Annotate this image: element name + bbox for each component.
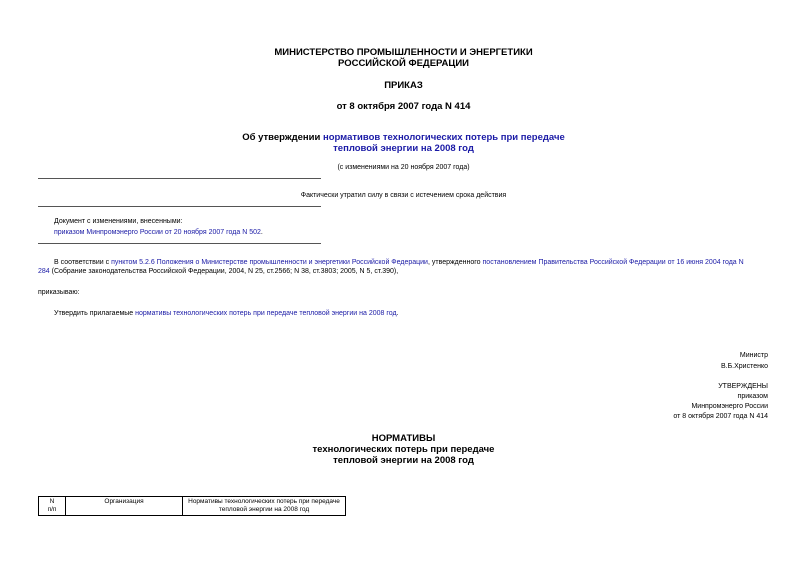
signature-position: Министр: [739, 352, 768, 359]
changes-tail: .: [260, 229, 263, 236]
divider: [38, 206, 321, 207]
approval-line-1: УТВЕРЖДЕНЫ: [718, 383, 768, 390]
table-header-norms: [183, 497, 346, 516]
amendments-note: (с изменениями на 20 ноября 2007 года): [337, 164, 470, 171]
approval-line-3: Минпромэнерго России: [691, 403, 768, 410]
norms-title-line-2: технологических потерь при передаче: [312, 444, 495, 455]
document-date-number: от 8 октября 2007 года N 414: [336, 101, 471, 112]
approval-line-2: приказом: [737, 393, 768, 400]
norms-table: [38, 496, 346, 516]
p1-link-regulation[interactable]: пунктом 5.2.6 Положения о Министерстве промышленности и энергетики Российской Федерации: [111, 259, 428, 266]
norms-title-line-1: НОРМАТИВЫ: [371, 433, 436, 444]
title-prefix: Об утверждении: [242, 132, 323, 143]
col3-line-1: Нормативы технологических потерь при передаче: [188, 498, 340, 505]
order-word: приказываю:: [38, 289, 80, 296]
col3-line-2: тепловой энергии на 2008 год: [218, 506, 310, 513]
changes-link[interactable]: приказом Минпромэнерго России от 20 ноября 2007 года N 502: [54, 229, 261, 236]
norms-title-line-3: тепловой энергии на 2008 год: [333, 455, 474, 466]
document-title-line-1: [0, 132, 807, 143]
changes-label: Документ с изменениями, внесенными:: [54, 218, 183, 225]
title-link[interactable]: нормативов технологических потерь при передаче: [322, 132, 565, 143]
changes-line: [54, 228, 263, 237]
paragraph-2: [54, 309, 399, 318]
col1-line-1: N: [49, 498, 55, 505]
table-header-row: [39, 497, 346, 516]
p1-link-decree-number[interactable]: 284: [38, 268, 50, 275]
approval-line-4: от 8 октября 2007 года N 414: [673, 413, 768, 420]
table-header-organization: Организация: [66, 497, 183, 516]
p1-link-decree[interactable]: постановлением Правительства Российской Федерации от 16 июня 2004 года N: [482, 259, 744, 266]
ministry-line-2: РОССИЙСКОЙ ФЕДЕРАЦИИ: [337, 58, 469, 69]
p1-text: В соответствии с: [54, 259, 112, 266]
p1-text: (Собрание законодательства Российской Федерации, 2004, N 25, ст.2566; N 38, ст.3803; 2005, N 5, ст.390),: [49, 268, 399, 275]
divider: [38, 243, 321, 244]
divider: [38, 178, 321, 179]
p1-text: , утвержденного: [427, 259, 483, 266]
p2-link-norms[interactable]: нормативы технологических потерь при передаче тепловой энергии на 2008 год: [135, 310, 397, 317]
p2-tail: .: [396, 310, 399, 317]
paragraph-1-line-2: [38, 267, 778, 276]
ministry-line-1: МИНИСТЕРСТВО ПРОМЫШЛЕННОСТИ И ЭНЕРГЕТИКИ: [274, 47, 533, 58]
document-title-line-2: [0, 143, 807, 154]
table-header-number: [39, 497, 66, 516]
status-note: Фактически утратил силу в связи с истечением срока действия: [300, 192, 507, 199]
p2-text: Утвердить прилагаемые: [54, 310, 136, 317]
col1-line-2: п/п: [47, 506, 57, 513]
title-link-line-2[interactable]: тепловой энергии на 2008 год: [333, 143, 474, 154]
paragraph-1-line-1: [54, 258, 774, 267]
document-type: ПРИКАЗ: [384, 80, 423, 91]
signature-name: В.Б.Христенко: [720, 363, 768, 370]
